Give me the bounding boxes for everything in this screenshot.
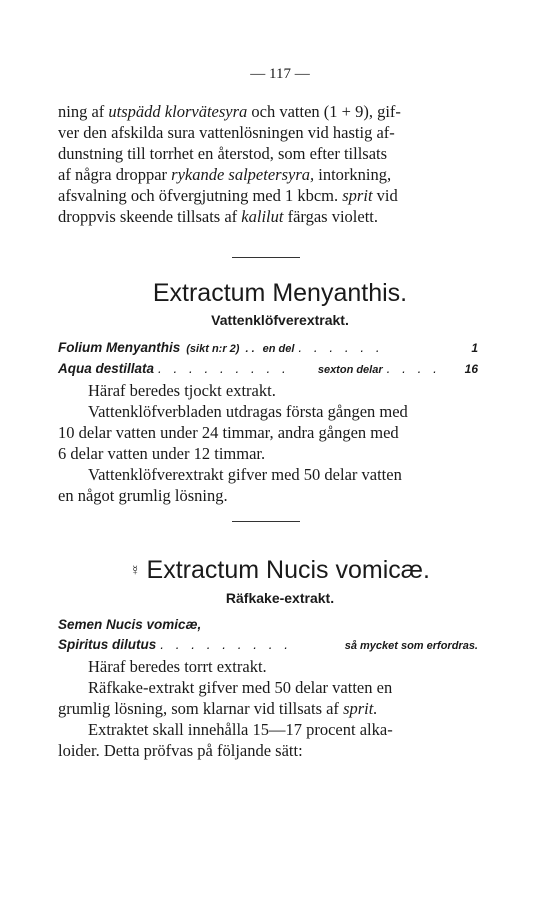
section-title: Extractum Menyanthis.: [152, 279, 408, 307]
ingredient-row: [58, 637, 478, 652]
ingredient-amount: sexton delar: [317, 364, 383, 376]
leader-dots: . . . . . .: [298, 340, 384, 355]
text-line: grumlig lösning, som klarnar vid tillsats af sprit.: [58, 699, 378, 718]
leader-dots: . . . .: [386, 361, 441, 376]
ingredient-quantity: 16: [464, 362, 478, 376]
section-title: ☿ Extractum Nucis vomicæ.: [130, 556, 430, 584]
poison-mark-icon: ☿: [130, 562, 141, 578]
text-line: Räfkake-extrakt gifver med 50 delar vatten en: [88, 678, 393, 697]
text-line: droppvis skeende tillsats af kalilut färgas violett.: [58, 207, 379, 226]
text-line: Vattenklöfverbladen utdragas första gången med: [88, 402, 408, 421]
ingredient-note: (sikt n:r 2): [186, 343, 240, 355]
leader-dots: . . . . . . . . .: [160, 637, 293, 652]
leader-dots: . . . . . . . . .: [158, 361, 290, 376]
text-line: en något grumlig lösning.: [58, 486, 228, 505]
text-line: Häraf beredes torrt extrakt.: [88, 657, 267, 676]
ingredient-quantity: 1: [471, 341, 478, 355]
text-line: loider. Detta pröfvas på följande sätt:: [58, 741, 303, 760]
ingredient-name: Semen Nucis vomicæ,: [58, 617, 202, 632]
ingredient-amount: en del: [262, 343, 295, 355]
ingredient-name: Aqua destillata: [58, 361, 155, 376]
text-line: ning af utspädd klorvätesyra och vatten (1 + 9), gif-: [58, 102, 401, 121]
text-line: af några droppar rykande salpetersyra, intorkning,: [58, 165, 392, 184]
text-line: Vattenklöfverextrakt gifver med 50 delar vatten: [88, 465, 402, 484]
section-subtitle: Räfkake-extrakt.: [225, 590, 335, 606]
text-line: 6 delar vatten under 12 timmar.: [58, 444, 266, 463]
ingredient-name: Spiritus dilutus: [58, 637, 157, 652]
text-line: afsvalning och öfvergjutning med 1 kbcm. sprit vid: [58, 186, 398, 205]
ingredient-name: Folium Menyanthis: [58, 340, 181, 355]
section-divider: [232, 257, 300, 258]
page-number: — 117 —: [250, 66, 310, 82]
ingredient-amount: så mycket som erfordras.: [344, 640, 478, 652]
ingredient-row: [58, 340, 478, 355]
section-subtitle: Vattenklöfverextrakt.: [211, 312, 349, 328]
text-line: 10 delar vatten under 24 timmar, andra gången med: [58, 423, 399, 442]
text-line: ver den afskilda sura vattenlösningen vid hastig af-: [58, 123, 395, 142]
text-line: Häraf beredes tjockt extrakt.: [88, 381, 276, 400]
ingredient-row: [58, 617, 478, 632]
text-line: Extraktet skall innehålla 15—17 procent alka-: [88, 720, 393, 739]
text-line: dunstning till torrhet en återstod, som efter tillsats: [58, 144, 388, 163]
leader-dots: . .: [245, 343, 255, 355]
section-divider: [232, 521, 300, 522]
ingredient-row: [58, 361, 478, 376]
